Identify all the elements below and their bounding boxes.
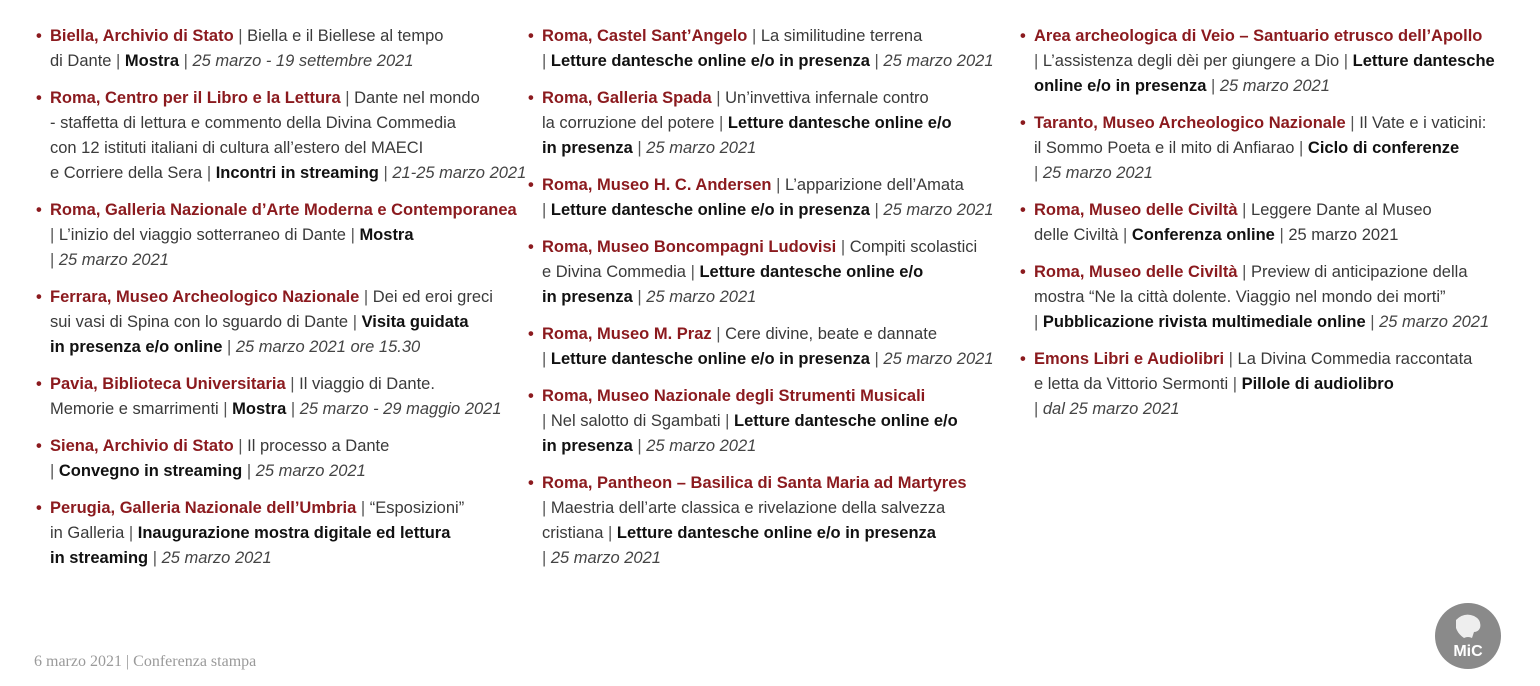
event-date: 25 marzo 2021: [1219, 77, 1330, 95]
description-text: Preview di anticipazione della: [1251, 263, 1468, 281]
entry-line: [542, 86, 1016, 111]
entry-line: [50, 248, 524, 273]
event-type: Convegno in streaming: [58, 462, 243, 480]
separator: |: [1237, 263, 1252, 281]
separator: |: [869, 350, 884, 368]
venue-name: Roma, Museo Nazionale degli Strumenti Musicali: [542, 387, 926, 405]
separator: |: [542, 499, 551, 517]
separator: |: [359, 288, 373, 306]
entry-line: [1034, 397, 1518, 422]
event-date: 25 marzo 2021 ore 15.30: [235, 338, 421, 356]
entry-line: [542, 285, 1016, 310]
entry-line: [1034, 198, 1518, 223]
bullet: •: [36, 288, 42, 306]
separator: |: [242, 462, 256, 480]
separator: |: [1034, 164, 1043, 182]
event-type: in presenza: [542, 437, 633, 455]
separator: |: [50, 462, 59, 480]
list-item: [526, 24, 1016, 74]
entry-line: [1034, 310, 1518, 335]
event-date: 25 marzo 2021: [58, 251, 169, 269]
event-type: in presenza: [542, 139, 633, 157]
entry-line: [50, 198, 524, 223]
separator: |: [1034, 52, 1043, 70]
entry-line: [50, 24, 524, 49]
event-type: Ciclo di conferenze: [1307, 139, 1460, 157]
list-item: [526, 471, 1016, 571]
entry-line: [1034, 372, 1518, 397]
list-item: [34, 24, 524, 74]
list-item: [526, 235, 1016, 310]
separator: |: [1274, 226, 1289, 244]
bullet: •: [1020, 201, 1026, 219]
venue-name: Roma, Museo H. C. Andersen: [542, 176, 772, 194]
separator: |: [1343, 52, 1353, 70]
entry-line: [542, 434, 1016, 459]
event-date: 25 marzo - 29 maggio 2021: [299, 400, 502, 418]
venue-name: Pavia, Biblioteca Universitaria: [50, 375, 286, 393]
column-3: [1018, 24, 1518, 434]
entry-line: [50, 111, 524, 136]
venue-name: Roma, Galleria Nazionale d’Arte Moderna e Contemporanea: [50, 201, 517, 219]
bullet: •: [528, 474, 534, 492]
bullet: •: [1020, 114, 1026, 132]
venue-name: Ferrara, Museo Archeologico Nazionale: [50, 288, 360, 306]
column-2: [526, 24, 1016, 583]
event-type: Letture dantesche: [1352, 52, 1495, 70]
event-type: Letture dantesche online e/o: [699, 263, 924, 281]
separator: |: [771, 176, 785, 194]
list-item: [1018, 24, 1518, 99]
event-type: Mostra: [124, 52, 180, 70]
separator: |: [632, 288, 647, 306]
entry-line: [50, 285, 524, 310]
separator: |: [128, 524, 138, 542]
venue-name: Roma, Museo delle Civiltà: [1034, 263, 1238, 281]
entry-line: [50, 335, 524, 360]
entry-line: [542, 111, 1016, 136]
separator: |: [1299, 139, 1308, 157]
separator: |: [725, 412, 735, 430]
event-type: in presenza e/o online: [50, 338, 223, 356]
list-item: [526, 322, 1016, 372]
description-text: il Sommo Poeta e il mito di Anfiarao: [1034, 139, 1300, 157]
event-date: 25 marzo 2021: [255, 462, 366, 480]
entry-line: [542, 496, 1016, 521]
description-text: La similitudine terrena: [760, 27, 923, 45]
event-type: Letture dantesche online e/o: [734, 412, 958, 430]
separator: |: [352, 313, 362, 331]
description-text: con 12 istituti italiani di cultura all’estero del MAECI: [50, 139, 424, 157]
bullet: •: [36, 89, 42, 107]
list-item: [526, 173, 1016, 223]
entry-line: [542, 173, 1016, 198]
entry-line: [1034, 24, 1518, 49]
entry-line: [542, 235, 1016, 260]
separator: |: [542, 201, 551, 219]
separator: |: [222, 338, 236, 356]
list-item: [34, 496, 524, 571]
bullet: •: [528, 89, 534, 107]
entry-line: [542, 260, 1016, 285]
list-item: [1018, 260, 1518, 335]
event-date: 25 marzo 2021: [1379, 313, 1490, 331]
venue-name: Perugia, Galleria Nazionale dell’Umbria: [50, 499, 357, 517]
separator: |: [542, 52, 551, 70]
event-type: Inaugurazione mostra digitale ed lettura: [137, 524, 451, 542]
separator: |: [747, 27, 761, 45]
event-type: online e/o in presenza: [1034, 77, 1207, 95]
separator: |: [1034, 400, 1043, 418]
description-text: e Divina Commedia: [542, 263, 691, 281]
description-text: e Corriere della Sera: [50, 164, 207, 182]
venue-name: Roma, Museo delle Civiltà: [1034, 201, 1238, 219]
description-text: Maestria dell’arte classica e rivelazione della salvezza: [550, 499, 946, 517]
separator: |: [1122, 226, 1132, 244]
entry-line: [542, 521, 1016, 546]
separator: |: [1237, 201, 1252, 219]
separator: |: [1034, 313, 1043, 331]
entry-line: [542, 347, 1016, 372]
event-type: Letture dantesche online e/o: [727, 114, 952, 132]
separator: |: [711, 325, 726, 343]
description-text: e letta da Vittorio Sermonti: [1034, 375, 1233, 393]
entry-line: [1034, 260, 1518, 285]
venue-name: Roma, Museo Boncompagni Ludovisi: [542, 238, 837, 256]
entry-line: [1034, 347, 1518, 372]
separator: |: [719, 114, 728, 132]
entry-line: [50, 521, 524, 546]
description-text: Nel salotto di Sgambati: [550, 412, 726, 430]
description-text: Compiti scolastici: [849, 238, 978, 256]
entry-line: [50, 372, 524, 397]
event-type: Letture dantesche online e/o in presenza: [550, 52, 870, 70]
description-text: Memorie e smarrimenti: [50, 400, 224, 418]
bullet: •: [36, 201, 42, 219]
event-type: Visita guidata: [361, 313, 469, 331]
separator: |: [1365, 313, 1380, 331]
separator: |: [206, 164, 216, 182]
separator: |: [690, 263, 700, 281]
event-type: Letture dantesche online e/o in presenza: [550, 201, 870, 219]
event-type: Mostra: [232, 400, 287, 418]
event-type: Mostra: [359, 226, 414, 244]
description-text: Il viaggio di Dante.: [299, 375, 435, 393]
event-date: 25 marzo 2021: [646, 288, 757, 306]
list-item: [526, 384, 1016, 459]
separator: |: [116, 52, 125, 70]
description-text: la corruzione del potere: [542, 114, 720, 132]
entry-line: [542, 384, 1016, 409]
list-item: [1018, 198, 1518, 248]
event-date: 25 marzo 2021: [161, 549, 272, 567]
separator: |: [148, 549, 162, 567]
event-date: 25 marzo - 19 settembre 2021: [192, 52, 414, 70]
entry-line: [50, 459, 524, 484]
event-type: Letture dantesche online e/o in presenza: [616, 524, 936, 542]
entry-line: [50, 86, 524, 111]
event-type: Pillole di audiolibro: [1241, 375, 1394, 393]
description-text: mostra “Ne la città dolente. Viaggio nel mondo dei morti”: [1034, 288, 1446, 306]
bullet: •: [528, 27, 534, 45]
event-type: Incontri in streaming: [215, 164, 379, 182]
bullet: •: [36, 375, 42, 393]
separator: |: [233, 27, 248, 45]
description-text: “Esposizioni”: [369, 499, 465, 517]
venue-name: Siena, Archivio di Stato: [50, 437, 234, 455]
separator: |: [632, 437, 647, 455]
separator: |: [711, 89, 726, 107]
separator: |: [632, 139, 647, 157]
list-item: [526, 86, 1016, 161]
list-item: [1018, 111, 1518, 186]
separator: |: [223, 400, 233, 418]
event-date: 25 marzo 2021: [883, 201, 994, 219]
bullet: •: [1020, 27, 1026, 45]
list-item: [34, 434, 524, 484]
footer-text: 6 marzo 2021 | Conferenza stampa: [34, 653, 257, 670]
separator: |: [340, 89, 355, 107]
entry-line: [50, 496, 524, 521]
separator: |: [608, 524, 617, 542]
entry-line: [542, 24, 1016, 49]
entry-line: [542, 49, 1016, 74]
venue-name: Emons Libri e Audiolibri: [1034, 350, 1225, 368]
event-date: 25 marzo 2021: [646, 437, 757, 455]
entry-line: [542, 322, 1016, 347]
separator: |: [1224, 350, 1238, 368]
event-type: in streaming: [50, 549, 149, 567]
separator: |: [869, 52, 884, 70]
list-item: [34, 198, 524, 273]
description-text: L’inizio del viaggio sotterraneo di Dante: [58, 226, 351, 244]
separator: |: [350, 226, 360, 244]
entry-line: [50, 49, 524, 74]
venue-name: Roma, Castel Sant’Angelo: [542, 27, 748, 45]
venue-name: Area archeologica di Veio – Santuario etrusco dell’Apollo: [1034, 27, 1483, 45]
separator: |: [286, 400, 300, 418]
bullet: •: [528, 325, 534, 343]
bullet: •: [528, 387, 534, 405]
event-date: 25 marzo 2021: [883, 52, 994, 70]
separator: |: [356, 499, 370, 517]
entry-line: [1034, 161, 1518, 186]
entry-line: [1034, 111, 1518, 136]
mic-logo: [1434, 602, 1502, 670]
description-text: L’assistenza degli dèi per giungere a Dio: [1042, 52, 1344, 70]
event-type: Letture dantesche online e/o in presenza: [550, 350, 870, 368]
entry-line: [50, 546, 524, 571]
description-text: delle Civiltà: [1034, 226, 1123, 244]
description-text: cristiana: [542, 524, 609, 542]
description-text: sui vasi di Spina con lo sguardo di Dante: [50, 313, 353, 331]
event-date: 21-25 marzo 2021: [392, 164, 527, 182]
bullet: •: [36, 499, 42, 517]
separator: |: [50, 251, 59, 269]
entry-line: [1034, 223, 1518, 248]
event-date: 25 marzo 2021: [646, 139, 757, 157]
description-text: Il processo a Dante: [247, 437, 390, 455]
bullet: •: [36, 27, 42, 45]
separator: |: [1232, 375, 1242, 393]
separator: |: [869, 201, 884, 219]
description-text: Cere divine, beate e dannate: [725, 325, 937, 343]
list-item: [1018, 347, 1518, 422]
venue-name: Roma, Pantheon – Basilica di Santa Maria ad Martyres: [542, 474, 967, 492]
separator: |: [542, 350, 551, 368]
bullet: •: [528, 176, 534, 194]
entry-line: [1034, 136, 1518, 161]
description-text: Un’invettiva infernale contro: [725, 89, 929, 107]
entry-line: [50, 223, 524, 248]
list-item: [34, 372, 524, 422]
event-type: Conferenza online: [1131, 226, 1275, 244]
description-text: Il Vate e i vaticini:: [1359, 114, 1487, 132]
description-text: La Divina Commedia raccontata: [1237, 350, 1473, 368]
event-date: 25 marzo 2021: [550, 549, 661, 567]
venue-name: Roma, Centro per il Libro e la Lettura: [50, 89, 341, 107]
entry-line: [1034, 49, 1518, 74]
list-item: [34, 86, 527, 186]
description-text: di Dante: [50, 52, 117, 70]
entry-line: [50, 161, 527, 186]
description-text: Dei ed eroi greci: [372, 288, 493, 306]
entry-line: [50, 136, 524, 161]
separator: |: [542, 412, 551, 430]
bullet: •: [1020, 263, 1026, 281]
separator: |: [1345, 114, 1360, 132]
description-text: L’apparizione dell’Amata: [784, 176, 964, 194]
separator: |: [1206, 77, 1220, 95]
event-type: Pubblicazione rivista multimediale online: [1042, 313, 1366, 331]
logo-text: MiC: [1453, 643, 1483, 660]
entry-line: [50, 310, 524, 335]
footer: [34, 653, 256, 671]
bullet: •: [1020, 350, 1026, 368]
separator: |: [378, 164, 393, 182]
venue-name: Biella, Archivio di Stato: [50, 27, 234, 45]
entry-line: [542, 546, 1016, 571]
separator: |: [285, 375, 300, 393]
column-1: [34, 24, 527, 583]
venue-name: Roma, Museo M. Praz: [542, 325, 712, 343]
venue-name: Taranto, Museo Archeologico Nazionale: [1034, 114, 1346, 132]
event-type: in presenza: [542, 288, 633, 306]
venue-name: Roma, Galleria Spada: [542, 89, 712, 107]
list-item: [34, 285, 524, 360]
event-date: dal 25 marzo 2021: [1042, 400, 1180, 418]
separator: |: [179, 52, 193, 70]
separator: |: [836, 238, 850, 256]
description-text: Leggere Dante al Museo: [1251, 201, 1432, 219]
entry-line: [542, 471, 1016, 496]
separator: |: [50, 226, 59, 244]
entry-line: [50, 434, 524, 459]
entry-line: [1034, 74, 1518, 99]
separator: |: [233, 437, 248, 455]
event-date: 25 marzo 2021: [1042, 164, 1153, 182]
description-text: Dante nel mondo: [354, 89, 480, 107]
entry-line: [542, 136, 1016, 161]
entry-line: [542, 409, 1016, 434]
entry-line: [1034, 285, 1518, 310]
description-text: in Galleria: [50, 524, 129, 542]
entry-line: [50, 397, 524, 422]
event-date: 25 marzo 2021: [883, 350, 994, 368]
separator: |: [542, 549, 551, 567]
description-text: 25 marzo 2021: [1288, 226, 1399, 244]
bullet: •: [528, 238, 534, 256]
description-text: Biella e il Biellese al tempo: [247, 27, 444, 45]
entry-line: [542, 198, 1016, 223]
bullet: •: [36, 437, 42, 455]
description-text: - staffetta di lettura e commento della Divina Commedia: [50, 114, 456, 132]
